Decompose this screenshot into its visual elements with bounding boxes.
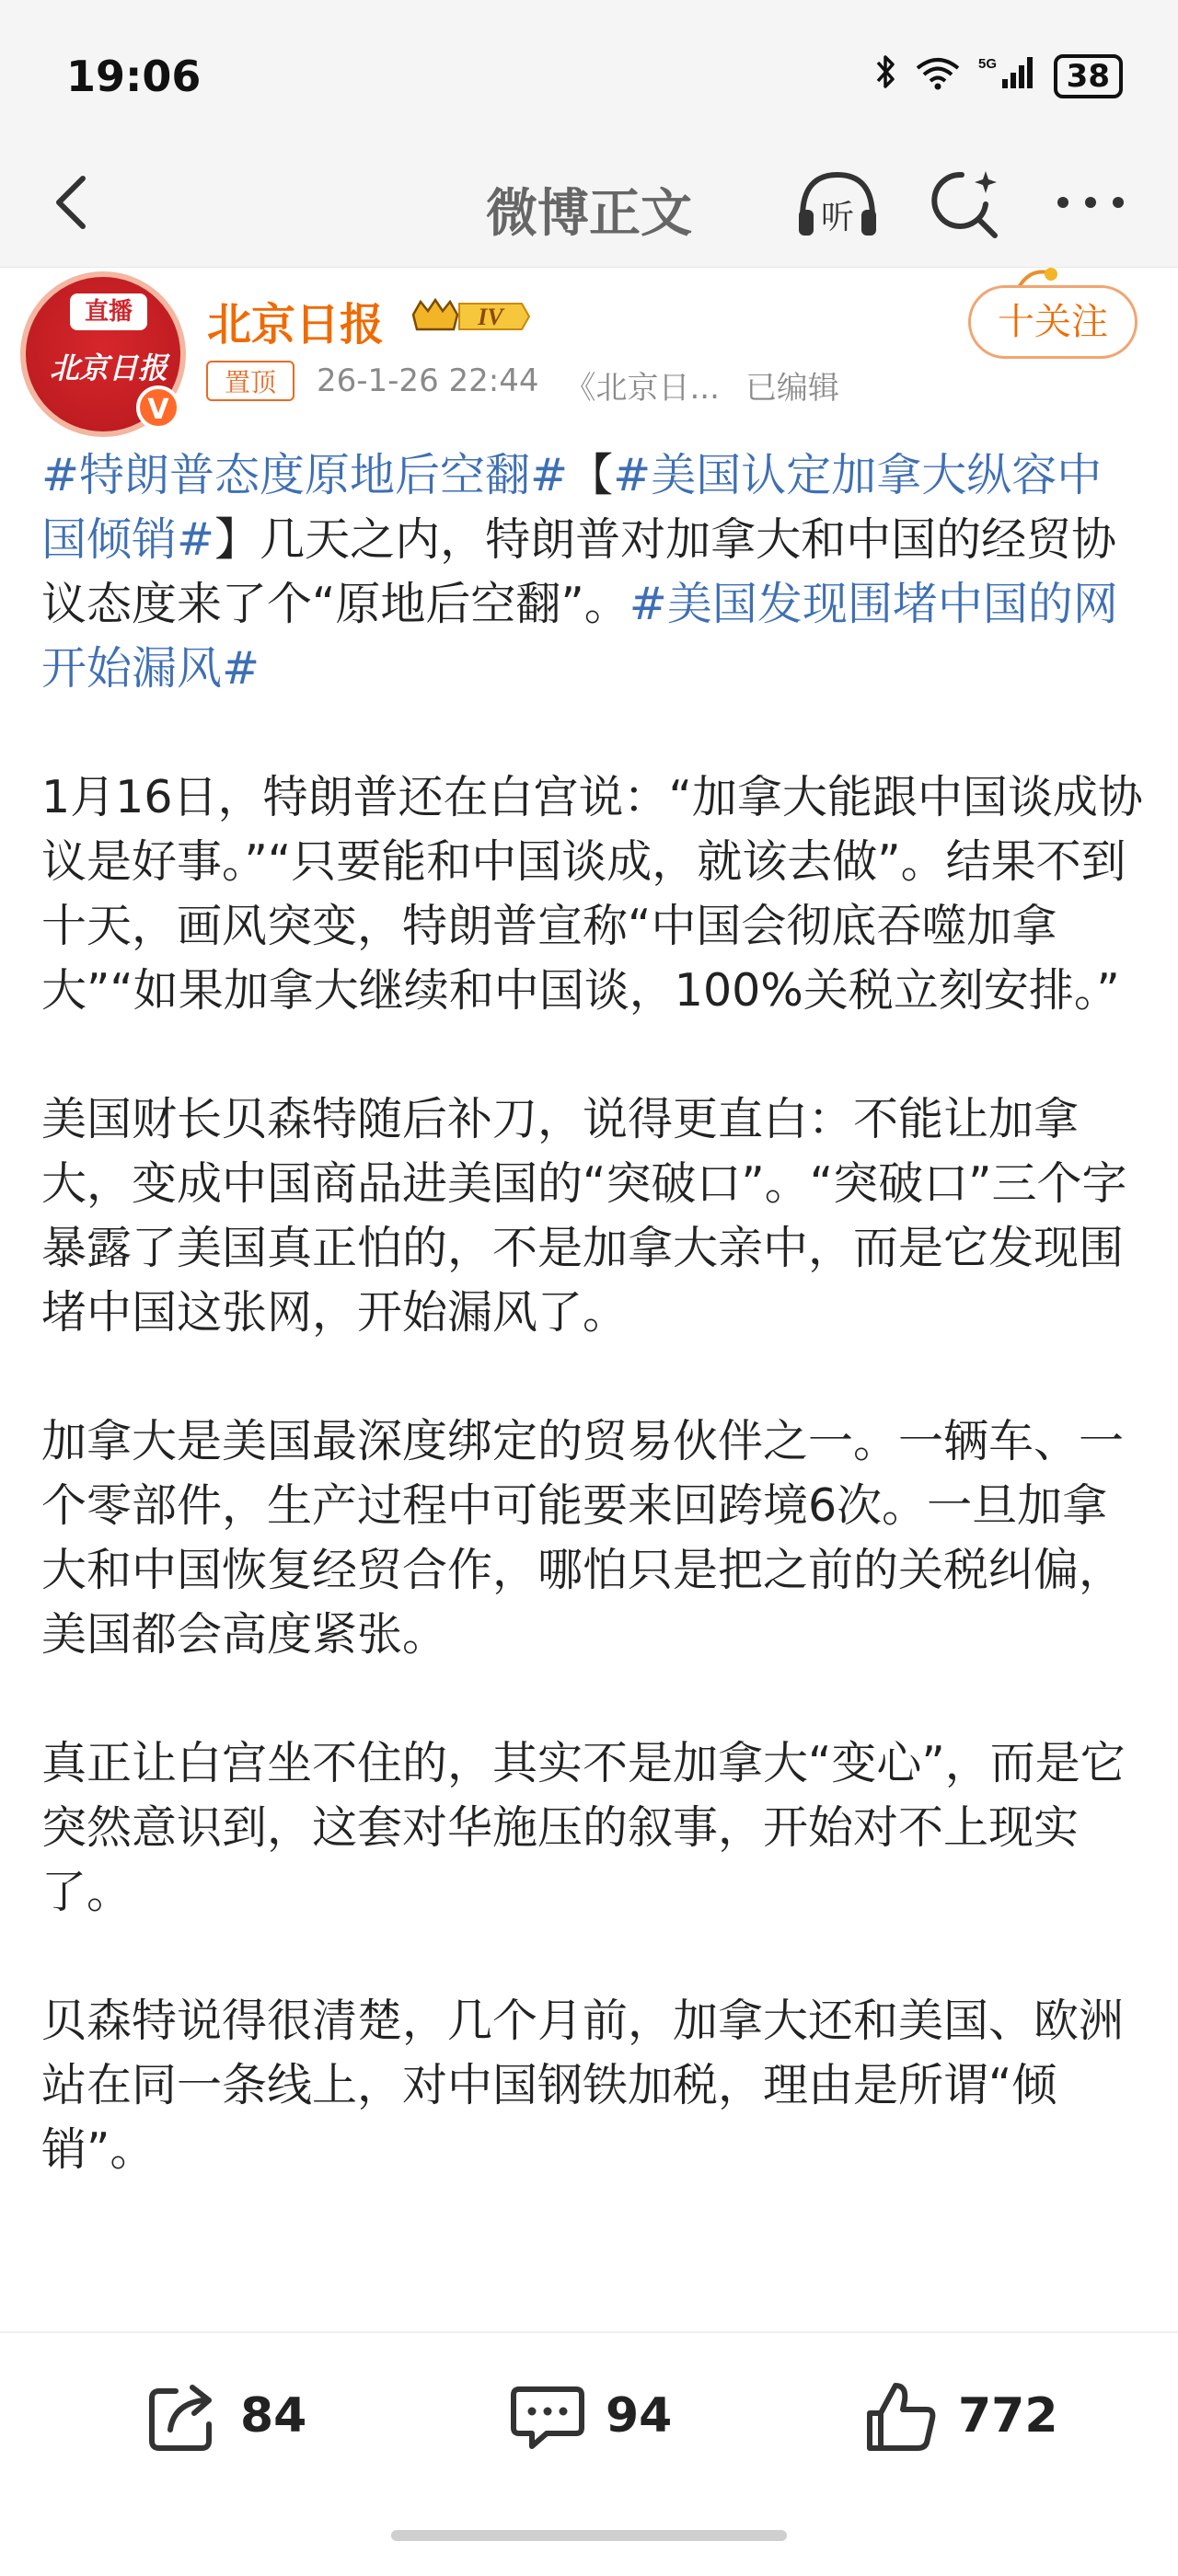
hashtag-link[interactable]: #美国发现围堵中国的网开始漏风# [41,578,1118,695]
svg-text:IV: IV [478,304,503,330]
post-source[interactable]: 《北京日... [564,370,720,407]
post-edited-label[interactable]: 已编辑 [745,370,839,407]
status-time: 19:06 [66,52,202,101]
post-paragraph-2: 1月16日，特朗普还在白宫说：“加拿大能跟中国谈成协议是好事。”“只要能和中国谈成，就该去做”。结果不到十天，画风突变，特朗普宣称“中国会彻底吞噬加拿大”“如果加拿大继续和中国谈，100%关税立刻安排。” [41,771,1143,1017]
signal-5g-icon [978,53,1037,98]
share-count: 84 [240,2388,307,2444]
svg-text:5G: 5G [977,56,997,72]
status-bar [0,0,1178,138]
home-indicator[interactable] [391,2530,787,2541]
action-bar [0,2333,1178,2499]
follow-button[interactable]: 十关注 [968,285,1138,359]
svg-text:听: 听 [820,199,855,236]
like-count: 772 [958,2388,1058,2444]
search-button[interactable] [925,164,1006,245]
post-paragraph-5: 真正让白宫坐不住的，其实不是加拿大“变心”，而是它突然意识到，这套对华施压的叙事，开始对不上现实了。 [41,1737,1126,1918]
bracket-open: 【 [568,449,614,501]
listen-button[interactable] [793,166,882,243]
post-paragraph-1 [41,443,1146,701]
search-icon [925,164,1006,245]
wifi-icon [914,53,962,98]
top-nav-bar [0,138,1178,268]
like-button[interactable] [860,2377,1058,2455]
battery-indicator: 38 [1054,54,1123,98]
post-timestamp: 26-1-26 22:44 [317,362,539,399]
share-icon [143,2376,222,2455]
verified-v-badge: V [136,385,180,430]
paragraph-text: 】几天之内，特朗普对加拿大和中国的经贸协议态度来了个“原地后空翻”。 [41,513,1117,630]
more-options-button[interactable] [1049,184,1132,221]
author-avatar[interactable] [20,271,186,437]
post-body [41,443,1146,2182]
thumbs-up-icon [860,2376,940,2455]
share-button[interactable] [143,2377,306,2455]
comment-icon [508,2376,587,2455]
more-dots-icon [1049,184,1132,221]
post-paragraph-6: 贝森特说得很清楚，几个月前，加拿大还和美国、欧洲站在同一条线上，对中国钢铁加税，理由是所谓“倾销”。 [41,1995,1125,2176]
avatar-brand-text: 北京日报 [50,351,168,385]
headphones-listen-icon [793,166,882,243]
status-icons [873,53,1123,98]
post-meta [317,362,839,408]
page-title: 微博正文 [486,184,692,244]
live-badge: 直播 [70,293,147,330]
pinned-tag: 置顶 [206,361,294,401]
bluetooth-icon [873,53,897,98]
post-paragraph-4: 加拿大是美国最深度绑定的贸易伙伴之一。一辆车、一个零部件，生产过程中可能要来回跨境6次。一旦加拿大和中国恢复经贸合作，哪怕只是把之前的关税纠偏，美国都会高度紧张。 [41,1415,1125,1661]
post-paragraph-3: 美国财长贝森特随后补刀，说得更直白：不能让加拿大，变成中国商品进美国的“突破口”。“突破口”三个字暴露了美国真正怕的，不是加拿大亲中，而是它发现围堵中国这张网，开始漏风了。 [41,1093,1127,1339]
level-badge-icon [410,294,533,339]
comment-button[interactable] [508,2377,672,2455]
hashtag-link[interactable]: #特朗普态度原地后空翻# [41,449,569,501]
comment-count: 94 [606,2388,673,2444]
hashtag-link[interactable]: #美国认定加拿大纵容中国倾销# [41,449,1103,566]
author-name[interactable]: 北京日报 [207,299,385,351]
